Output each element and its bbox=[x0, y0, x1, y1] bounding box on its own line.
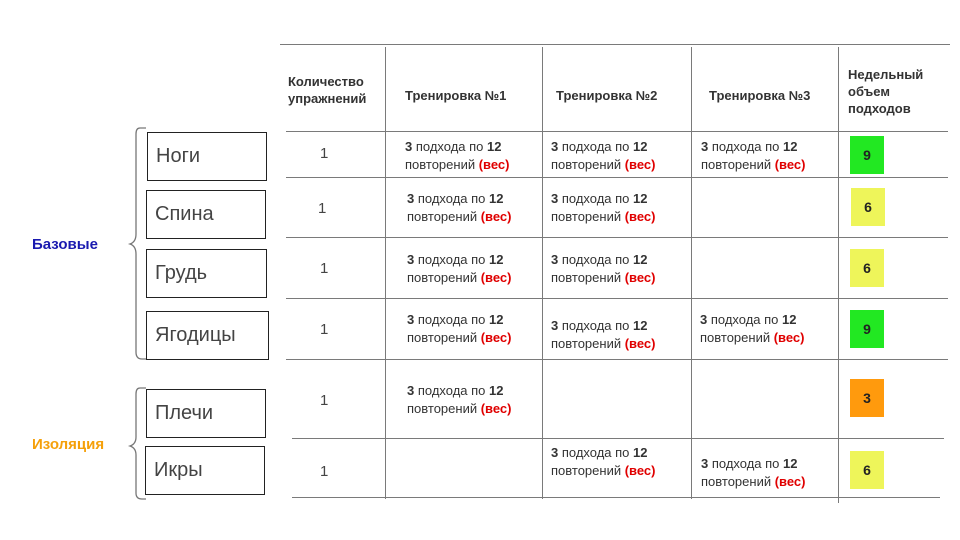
weight-note: (вес) bbox=[624, 336, 656, 351]
set-cell-back-t2 bbox=[551, 190, 655, 226]
reps-word: повторений bbox=[701, 157, 775, 172]
set-cell-calves-t2 bbox=[551, 444, 655, 480]
rep-count: 12 bbox=[489, 383, 504, 398]
rep-count: 12 bbox=[633, 252, 648, 267]
rep-count: 12 bbox=[633, 318, 648, 333]
row-divider bbox=[292, 438, 944, 439]
muscle-legs: Ноги bbox=[147, 132, 267, 181]
set-cell-chest-t1 bbox=[407, 251, 511, 287]
exercise-count: 1 bbox=[320, 145, 329, 162]
set-count: 3 bbox=[407, 191, 415, 206]
column-divider bbox=[385, 47, 386, 499]
column-divider bbox=[691, 47, 692, 499]
rep-count: 12 bbox=[633, 139, 648, 154]
weight-note: (вес) bbox=[773, 330, 805, 345]
group-label-basic: Базовые bbox=[32, 236, 98, 253]
set-count: 3 bbox=[407, 383, 415, 398]
set-cell-chest-t2 bbox=[551, 251, 655, 287]
rep-count: 12 bbox=[489, 312, 504, 327]
header-exercise-count: Количество упражнений bbox=[288, 74, 367, 106]
reps-word: повторений bbox=[551, 463, 625, 478]
muscle-calves: Икры bbox=[145, 446, 265, 495]
rep-count: 12 bbox=[487, 139, 502, 154]
weekly-volume-badge: 6 bbox=[850, 451, 884, 489]
set-connector: подхода по bbox=[412, 139, 488, 154]
muscle-glutes: Ягодицы bbox=[146, 311, 269, 360]
reps-word: повторений bbox=[551, 336, 625, 351]
set-count: 3 bbox=[700, 312, 708, 327]
header-training-3: Тренировка №3 bbox=[709, 88, 811, 103]
exercise-count: 1 bbox=[318, 200, 327, 217]
weekly-volume-badge: 6 bbox=[850, 249, 884, 287]
weight-note: (вес) bbox=[480, 209, 512, 224]
reps-word: повторений bbox=[405, 157, 479, 172]
set-connector: подхода по bbox=[707, 312, 783, 327]
set-cell-glutes-t3 bbox=[700, 311, 804, 347]
set-cell-glutes-t1 bbox=[407, 311, 511, 347]
weight-note: (вес) bbox=[480, 270, 512, 285]
set-connector: подхода по bbox=[558, 445, 634, 460]
brace-basic bbox=[130, 128, 146, 359]
weight-note: (вес) bbox=[480, 401, 512, 416]
set-cell-calves-t3 bbox=[701, 455, 805, 491]
set-connector: подхода по bbox=[558, 139, 634, 154]
set-connector: подхода по bbox=[558, 191, 634, 206]
header-training-1: Тренировка №1 bbox=[405, 88, 507, 103]
set-cell-legs-t1 bbox=[405, 138, 509, 174]
rep-count: 12 bbox=[782, 312, 797, 327]
set-connector: подхода по bbox=[414, 191, 490, 206]
set-count: 3 bbox=[701, 139, 709, 154]
set-count: 3 bbox=[551, 139, 559, 154]
muscle-shoulders: Плечи bbox=[146, 389, 266, 438]
set-count: 3 bbox=[701, 456, 709, 471]
set-cell-legs-t2 bbox=[551, 138, 655, 174]
exercise-count: 1 bbox=[320, 321, 329, 338]
rep-count: 12 bbox=[783, 456, 798, 471]
weight-note: (вес) bbox=[774, 157, 806, 172]
set-connector: подхода по bbox=[414, 312, 490, 327]
table-bottom-border bbox=[292, 497, 940, 498]
weekly-volume-badge: 3 bbox=[850, 379, 884, 417]
weekly-volume-badge: 6 bbox=[851, 188, 885, 226]
exercise-count: 1 bbox=[320, 392, 329, 409]
muscle-back: Спина bbox=[146, 190, 266, 239]
rep-count: 12 bbox=[489, 191, 504, 206]
reps-word: повторений bbox=[551, 157, 625, 172]
set-count: 3 bbox=[407, 252, 415, 267]
set-connector: подхода по bbox=[708, 456, 784, 471]
set-connector: подхода по bbox=[414, 252, 490, 267]
set-cell-shoulders-t1 bbox=[407, 382, 511, 418]
weekly-volume-badge: 9 bbox=[850, 310, 884, 348]
reps-word: повторений bbox=[701, 474, 775, 489]
brace-isolation bbox=[130, 388, 146, 499]
set-connector: подхода по bbox=[414, 383, 490, 398]
reps-word: повторений bbox=[551, 270, 625, 285]
exercise-count: 1 bbox=[320, 260, 329, 277]
weight-note: (вес) bbox=[624, 270, 656, 285]
set-count: 3 bbox=[405, 139, 413, 154]
weight-note: (вес) bbox=[624, 157, 656, 172]
rep-count: 12 bbox=[633, 191, 648, 206]
column-divider bbox=[542, 47, 543, 499]
column-divider bbox=[838, 47, 839, 503]
table-top-border bbox=[280, 44, 950, 45]
weight-note: (вес) bbox=[478, 157, 510, 172]
rep-count: 12 bbox=[489, 252, 504, 267]
rep-count: 12 bbox=[633, 445, 648, 460]
set-connector: подхода по bbox=[558, 318, 634, 333]
header-training-2: Тренировка №2 bbox=[556, 88, 658, 103]
reps-word: повторений bbox=[700, 330, 774, 345]
weight-note: (вес) bbox=[774, 474, 806, 489]
muscle-chest: Грудь bbox=[146, 249, 267, 298]
set-cell-back-t1 bbox=[407, 190, 511, 226]
reps-word: повторений bbox=[407, 401, 481, 416]
weight-note: (вес) bbox=[480, 330, 512, 345]
exercise-count: 1 bbox=[320, 463, 329, 480]
weight-note: (вес) bbox=[624, 463, 656, 478]
set-count: 3 bbox=[551, 191, 559, 206]
weekly-volume-badge: 9 bbox=[850, 136, 884, 174]
set-count: 3 bbox=[407, 312, 415, 327]
reps-word: повторений bbox=[407, 330, 481, 345]
set-count: 3 bbox=[551, 445, 559, 460]
set-cell-legs-t3 bbox=[701, 138, 805, 174]
set-cell-glutes-t2 bbox=[551, 317, 655, 353]
rep-count: 12 bbox=[783, 139, 798, 154]
set-count: 3 bbox=[551, 252, 559, 267]
weight-note: (вес) bbox=[624, 209, 656, 224]
reps-word: повторений bbox=[551, 209, 625, 224]
group-label-isolation: Изоляция bbox=[32, 436, 105, 453]
header-weekly-volume: Недельный объем подходов bbox=[848, 67, 924, 116]
set-count: 3 bbox=[551, 318, 559, 333]
set-connector: подхода по bbox=[558, 252, 634, 267]
reps-word: повторений bbox=[407, 209, 481, 224]
reps-word: повторений bbox=[407, 270, 481, 285]
set-connector: подхода по bbox=[708, 139, 784, 154]
